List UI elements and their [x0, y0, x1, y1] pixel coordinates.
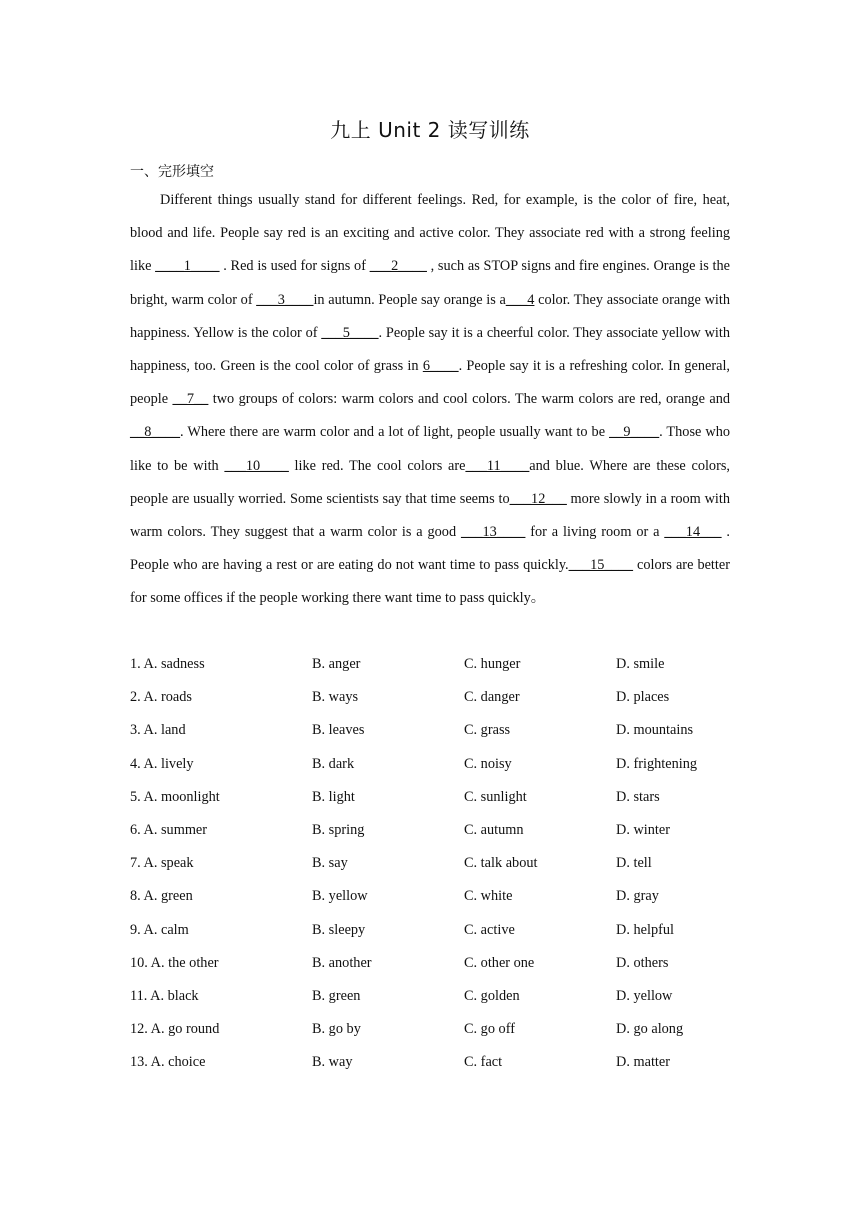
option-a: 2. A. roads — [130, 689, 192, 706]
option-a: 9. A. calm — [130, 921, 189, 938]
option-row — [130, 980, 730, 1013]
passage-text: colors are better for some offices if the people working there want time to pass quickly。 — [130, 557, 730, 607]
option-d: D. others — [616, 954, 669, 971]
option-b: B. ways — [312, 689, 359, 706]
option-c: C. fact — [464, 1054, 503, 1071]
option-row — [130, 847, 730, 880]
option-c: C. autumn — [464, 821, 524, 838]
passage-text: . Where there are warm color and a lot of light, people usually want to be — [180, 424, 610, 441]
option-b: B. leaves — [312, 722, 365, 739]
option-c: C. noisy — [464, 755, 512, 772]
option-c: C. sunlight — [464, 788, 527, 805]
blank-14: ___14___ — [664, 524, 722, 541]
blank-6: 6____ — [422, 358, 459, 375]
option-d: D. gray — [616, 888, 659, 905]
passage-text: . Red is used for signs of — [219, 258, 370, 275]
option-d: D. places — [616, 689, 670, 706]
option-b: B. light — [312, 788, 355, 805]
option-row — [130, 947, 730, 980]
passage-text: like red. The cool colors are — [288, 457, 466, 474]
section-heading: 一、完形填空 — [130, 164, 214, 180]
option-c: C. go off — [464, 1021, 515, 1038]
option-a: 6. A. summer — [130, 821, 208, 838]
option-d: D. yellow — [616, 987, 673, 1004]
option-c: C. hunger — [464, 656, 521, 672]
option-b: B. green — [312, 987, 361, 1004]
answer-options — [130, 648, 730, 1079]
passage-text: for a living room or a — [525, 524, 665, 541]
passage-text: and blue. Where are these colors, people are usually worried. Some scientists say that time seems to — [130, 457, 730, 507]
blank-1: ____1____ — [155, 258, 220, 275]
passage-text: in autumn. People say orange is a — [313, 291, 506, 308]
option-d: D. stars — [616, 788, 660, 805]
option-a: 8. A. green — [130, 888, 193, 905]
option-a: 7. A. speak — [130, 855, 194, 872]
option-row — [130, 748, 730, 781]
option-d: D. mountains — [616, 722, 694, 739]
option-c: C. other one — [464, 954, 535, 971]
option-b: B. say — [312, 855, 348, 872]
option-c: C. active — [464, 921, 515, 938]
blank-4: ___4 — [505, 291, 535, 308]
option-c: C. talk about — [464, 855, 538, 872]
option-a: 12. A. go round — [130, 1021, 220, 1038]
option-d: D. frightening — [616, 755, 697, 772]
option-a: 1. A. sadness — [130, 656, 205, 672]
option-row — [130, 648, 730, 681]
option-d: D. go along — [616, 1021, 684, 1038]
passage-paragraph — [130, 184, 730, 616]
page-title: 九上 Unit 2 读写训练 — [330, 118, 530, 142]
option-d: D. matter — [616, 1054, 670, 1071]
option-a: 4. A. lively — [130, 755, 194, 772]
blank-8: __8____ — [130, 424, 181, 441]
blank-3: ___3____ — [256, 291, 314, 308]
passage-text: . People who are having a rest or are eating do not want time to pass quickly. — [130, 524, 731, 574]
blank-5: ___5____ — [321, 324, 379, 341]
blank-10: ___10____ — [224, 457, 289, 474]
blank-15: ___15____ — [568, 557, 633, 574]
passage-text: , such as STOP signs and fire engines. Orange is the bright, warm color of — [130, 258, 730, 308]
passage-text: . People say it is a refreshing color. In general, people — [130, 358, 730, 408]
option-row — [130, 714, 730, 747]
option-row — [130, 781, 730, 814]
blank-12: ___12___ — [509, 490, 567, 507]
option-row — [130, 1046, 730, 1079]
passage-text: . People say it is a cheerful color. They associate yellow with happiness, too. Green is the cool color of grass in — [130, 324, 730, 375]
option-row — [130, 681, 730, 714]
option-a: 10. A. the other — [130, 954, 219, 971]
option-b: B. way — [312, 1054, 353, 1071]
blank-7: __7__ — [172, 391, 209, 408]
option-b: B. sleepy — [312, 921, 366, 938]
option-d: D. helpful — [616, 921, 674, 938]
blank-9: __9____ — [609, 424, 660, 441]
option-d: D. tell — [616, 855, 652, 872]
option-b: B. dark — [312, 755, 355, 772]
passage-text: more slowly in a room with warm colors. They suggest that a warm color is a good — [130, 490, 730, 541]
option-b: B. spring — [312, 821, 365, 838]
option-c: C. golden — [464, 987, 520, 1004]
option-d: D. winter — [616, 821, 670, 838]
passage-text: Different things usually stand for different feelings. Red, for example, is the color of fire, heat, blood and life. People say red is an exciting and active color. They associate red with a strong feeling like — [130, 192, 730, 275]
option-b: B. anger — [312, 656, 361, 672]
option-row — [130, 880, 730, 913]
option-a: 3. A. land — [130, 722, 186, 739]
option-b: B. yellow — [312, 888, 368, 905]
blank-13: ___13____ — [461, 524, 526, 541]
passage-text: two groups of colors: warm colors and cool colors. The warm colors are red, orange and — [208, 391, 730, 408]
option-b: B. another — [312, 954, 372, 971]
blank-2: ___2____ — [369, 258, 427, 275]
passage-text: . Those who like to be with — [130, 424, 730, 474]
blank-11: ___11____ — [465, 457, 530, 474]
option-a: 13. A. choice — [130, 1054, 206, 1071]
option-a: 11. A. black — [130, 987, 199, 1004]
option-a: 5. A. moonlight — [130, 788, 220, 805]
option-d: D. smile — [616, 656, 665, 672]
option-row — [130, 1013, 730, 1046]
cloze-passage — [130, 184, 730, 616]
option-b: B. go by — [312, 1021, 361, 1038]
option-row — [130, 914, 730, 947]
option-row — [130, 814, 730, 847]
option-c: C. grass — [464, 722, 511, 739]
passage-text: color. They associate orange with happiness. Yellow is the color of — [130, 291, 730, 341]
option-c: C. white — [464, 888, 513, 905]
option-c: C. danger — [464, 689, 520, 706]
